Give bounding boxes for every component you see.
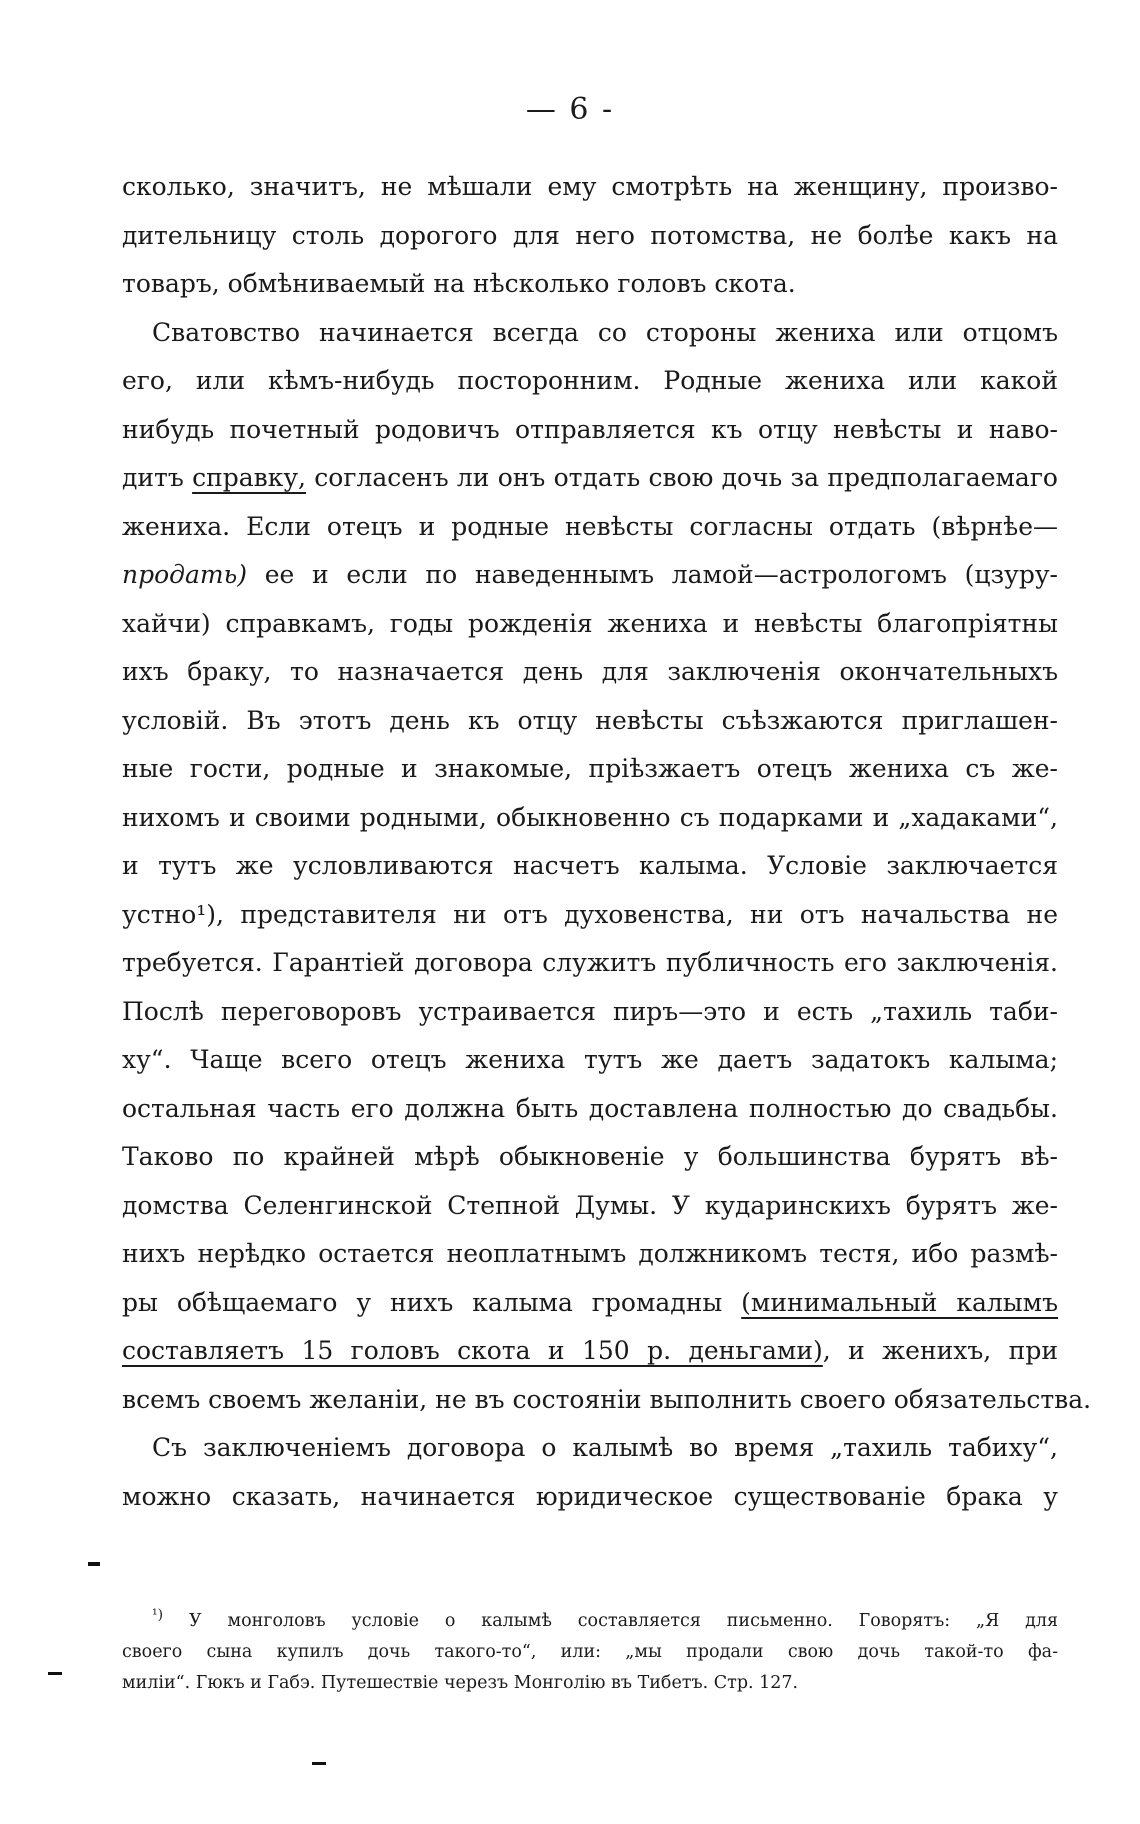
text-line: ные гости, родные и знакомые, пріѣзжаетъ отецъ жениха съ же- [122,754,1058,783]
text-line: всемъ своемъ желаніи, не въ состояніи выполнить своего обязательства. [122,1384,1092,1414]
body-text [122,163,1092,1521]
ink-speck [312,1762,326,1765]
text-line: составляетъ 15 головъ скота и 150 р. деньгами), и женихъ, при [122,1336,1058,1365]
text-line: и тутъ же условливаются насчетъ калыма. Условіе заключается [122,851,1058,880]
text-line: домства Селенгинской Степной Думы. У кударинскихъ бурятъ же- [122,1190,1058,1220]
footnote-line [122,1606,1058,1637]
footnote [122,1606,1058,1699]
text-line: нибудь почетный родовичъ отправляется къ отцу невѣсты и наво- [122,414,1058,444]
text-line: дитъ справку, согласенъ ли онъ отдать свою дочь за предполагаемаго [122,463,1058,492]
underlined-phrase: (минимальный калымъ [741,1287,1058,1317]
ink-speck [88,1562,100,1566]
paragraph-start-line: Съ заключеніемъ договора о калымѣ во время „тахиль табиху“, [152,1433,1058,1462]
text-line: хайчи) справкамъ, годы рожденія жениха и невѣсты благопріятны [122,608,1058,638]
underlined-phrase: составляетъ 15 головъ скота и 150 р. деньгами) [122,1336,823,1365]
text-line: нихомъ и своими родными, обыкновенно съ подарками и „хадаками“, [122,802,1058,832]
text-line: продать) ее и если по наведеннымъ ламой—астрологомъ (цзуру- [122,560,1058,589]
italic-word: продать) [122,560,247,589]
text-line: Послѣ переговоровъ устраивается пиръ—это и есть „тахиль таби- [122,996,1058,1026]
text-line: устно¹), представителя ни отъ духовенства, ни отъ начальства не [122,899,1058,929]
page-number: — 6 - [525,92,615,127]
footnote-text: У монголовъ условіе о калымѣ составляется письменно. Говорятъ: „Я для [188,1611,1058,1631]
text-line: ры обѣщаемаго у нихъ калыма громадны (минимальный калымъ [122,1287,1058,1317]
underlined-word: справку, [192,463,307,492]
text-line: условій. Въ этотъ день къ отцу невѣсты съѣзжаются приглашен- [122,705,1058,735]
text-line: жениха. Если отецъ и родные невѣсты согласны отдать (вѣрнѣе— [122,511,1058,541]
text-line: дительницу столь дорогого для него потомства, не болѣе какъ на [122,220,1058,250]
paragraph-start-line: Сватовство начинается всегда со стороны жениха или отцомъ [152,317,1058,347]
text-line: сколько, значитъ, не мѣшали ему смотрѣть на женщину, произво- [122,172,1058,201]
text-line: остальная часть его должна быть доставлена полностью до свадьбы. [122,1093,1058,1123]
text-line: можно сказать, начинается юридическое существованіе брака у [122,1481,1058,1511]
text-line: нихъ нерѣдко остается неоплатнымъ должникомъ тестя, ибо размѣ- [122,1239,1058,1268]
footnote-marker: ¹) [152,1607,164,1624]
text-line: ихъ браку, то назначается день для заключенія окончательныхъ [122,657,1058,686]
footnote-line: своего сына купилъ дочь такого-то“, или: „мы продали свою дочь такой-то фа- [122,1642,1058,1662]
text-line: требуется. Гарантіей договора служитъ публичность его заключенія. [122,948,1058,977]
footnote-line: милiи“. Гюкъ и Габэ. Путешествіе черезъ Монголію въ Тибетъ. Стр. 127. [122,1673,799,1693]
text-line: Таково по крайней мѣрѣ обыкновеніе у большинства бурятъ вѣ- [122,1142,1058,1171]
text-line: его, или кѣмъ-нибудь посторонним. Родные жениха или какой [122,366,1058,395]
text-line: товаръ, обмѣниваемый на нѣсколько головъ скота. [122,269,796,298]
ink-speck [48,1672,62,1675]
text-line: ху“. Чаще всего отецъ жениха тутъ же даетъ задатокъ калыма; [122,1045,1058,1074]
